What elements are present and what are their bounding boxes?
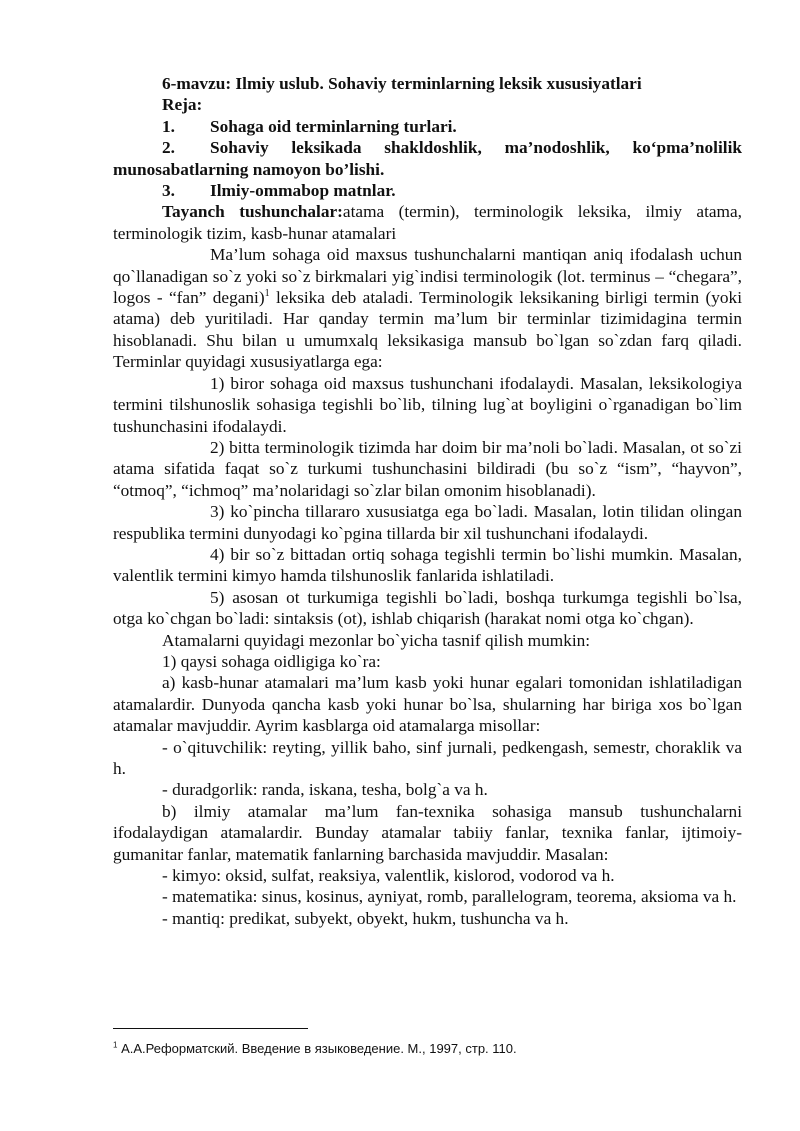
plan-item [113, 116, 742, 137]
plan-item-number: 2. [162, 138, 175, 158]
plan-item-text: Sohaga oid terminlarning turlari. [210, 116, 457, 136]
page-title: 6-mavzu: Ilmiy uslub. Sohaviy terminlarning leksik xususiyatlari [162, 74, 642, 93]
plan-item [113, 180, 742, 201]
key-concepts-text: atama (termin), terminologik leksika, ilmiy atama, terminologik tizim, kasb-hunar atamalari [113, 202, 742, 243]
intro-paragraph [113, 244, 742, 372]
paragraph-a: a) kasb-hunar atamalari ma’lum kasb yoki hunar egalari tomonidan ishlatiladigan atamalardir. Dunyoda qancha kasb yoki hunar bo`lsa, shularning har biriga xos bo`lgan atamalar mavjuddir. Ayrim kasblarga oid atamalarga misollar: [113, 673, 742, 736]
feature-item: 5) asosan ot turkumiga tegishli bo`ladi, boshqa turkumga tegishli bo`lsa, otga ko`chgan bo`ladi: sintaksis (ot), ishlab chiqarish (harakat nomi otga ko`chgan). [113, 587, 742, 629]
footnote-divider [113, 1028, 308, 1029]
key-concepts-label: Tayanch tushunchalar: [162, 202, 343, 222]
list-item: - o`qituvchilik: reyting, yillik baho, sinf jurnali, pedkengash, semestr, choraklik va h. [113, 737, 742, 778]
feature-item: 2) bitta terminologik tizimda har doim bir ma’noli bo`ladi. Masalan, ot so`zi atama sifatida faqat so`z turkumi tushunchasini bildiradi (bu so`z “ism”, “hayvon”, “otmoq”, “ichmoq” ma’nolaridagi so`zlar bilan omonim hisoblanadi). [113, 437, 742, 500]
plan-item [113, 137, 742, 180]
intro-text-part1: Ma’lum sohaga oid maxsus tushunchalarni mantiqan aniq ifodalash uchun qo`llanadigan so`z yoki so`z birkmalari yig`indisi terminologik (lot. terminus – “chegara”, logos - “fan” degani) [113, 245, 742, 308]
classification-intro: Atamalarni quyidagi mezonlar bo`yicha tasnif qilish mumkin: [162, 630, 591, 650]
plan-item-text: Ilmiy-ommabop matnlar. [210, 181, 396, 201]
feature-item: 4) bir so`z bittadan ortiq sohaga tegishli termin bo`lishi mumkin. Masalan, valentlik termini kimyo hamda tilshunoslik fanlarida ishlatiladi. [113, 544, 742, 586]
list-item: - matematika: sinus, kosinus, ayniyat, romb, parallelogram, teorema, aksioma va h. [162, 887, 737, 907]
footnote-text: А.А.Реформатский. Введение в языковедение. М., 1997, стр. 110. [117, 1041, 517, 1056]
plan-item-text: Sohaviy leksikada shakldoshlik, ma’nodoshlik, ko‘pma’nolilik munosabatlarning namoyon bo’lishi. [113, 138, 742, 179]
list-item: - kimyo: oksid, sulfat, reaksiya, valentlik, kislorod, vodorod va h. [162, 866, 615, 886]
feature-item: 1) biror sohaga oid maxsus tushunchani ifodalaydi. Masalan, leksikologiya termini tilshunoslik sohasiga tegishli bo`lib, tilning lug`at boyligini o`rganadigan bo`lim tushunchasini ifodalaydi. [113, 373, 742, 436]
paragraph-b: b) ilmiy atamalar ma’lum fan-texnika sohasiga mansub tushunchalarni ifodalaydigan atamalardir. Bunday atamalar tabiiy fanlar, texnika fanlar, ijtimoiy-gumanitar fanlar, matematik fanlarning barchasida mavjuddir. Masalan: [113, 801, 742, 864]
footnote-number: 1 [113, 1040, 118, 1050]
criterion-heading: 1) qaysi sohaga oidligiga ko`ra: [162, 651, 381, 671]
key-concepts-paragraph [113, 201, 742, 244]
plan-item-number: 1. [162, 116, 175, 136]
feature-item: 3) ko`pincha tillararo xususiatga ega bo`ladi. Masalan, lotin tilidan olingan respublika termini dunyodagi ko`pgina tillarda bir xil tushunchani ifodalaydi. [113, 502, 742, 543]
list-item: - duradgorlik: randa, iskana, tesha, bolg`a va h. [162, 780, 488, 800]
footnote-reference[interactable]: 1 [264, 288, 270, 300]
footnote [113, 1041, 733, 1057]
plan-item-number: 3. [162, 181, 175, 201]
plan-label: Reja: [162, 95, 203, 115]
intro-text-part2: leksika deb ataladi. Terminologik leksikaning birligi termin (yoki atama) deb yuritiladi. Har qanday termin ma’lum bir terminlar tizimidagina termin hisoblanadi. Shu bilan u umumxalq leksikasiga mansub bo`lgan so`zdan farq qiladi. Terminlar quyidagi xususiyatlarga ega: [113, 288, 742, 372]
list-item: - mantiq: predikat, subyekt, obyekt, hukm, tushuncha va h. [162, 908, 569, 928]
